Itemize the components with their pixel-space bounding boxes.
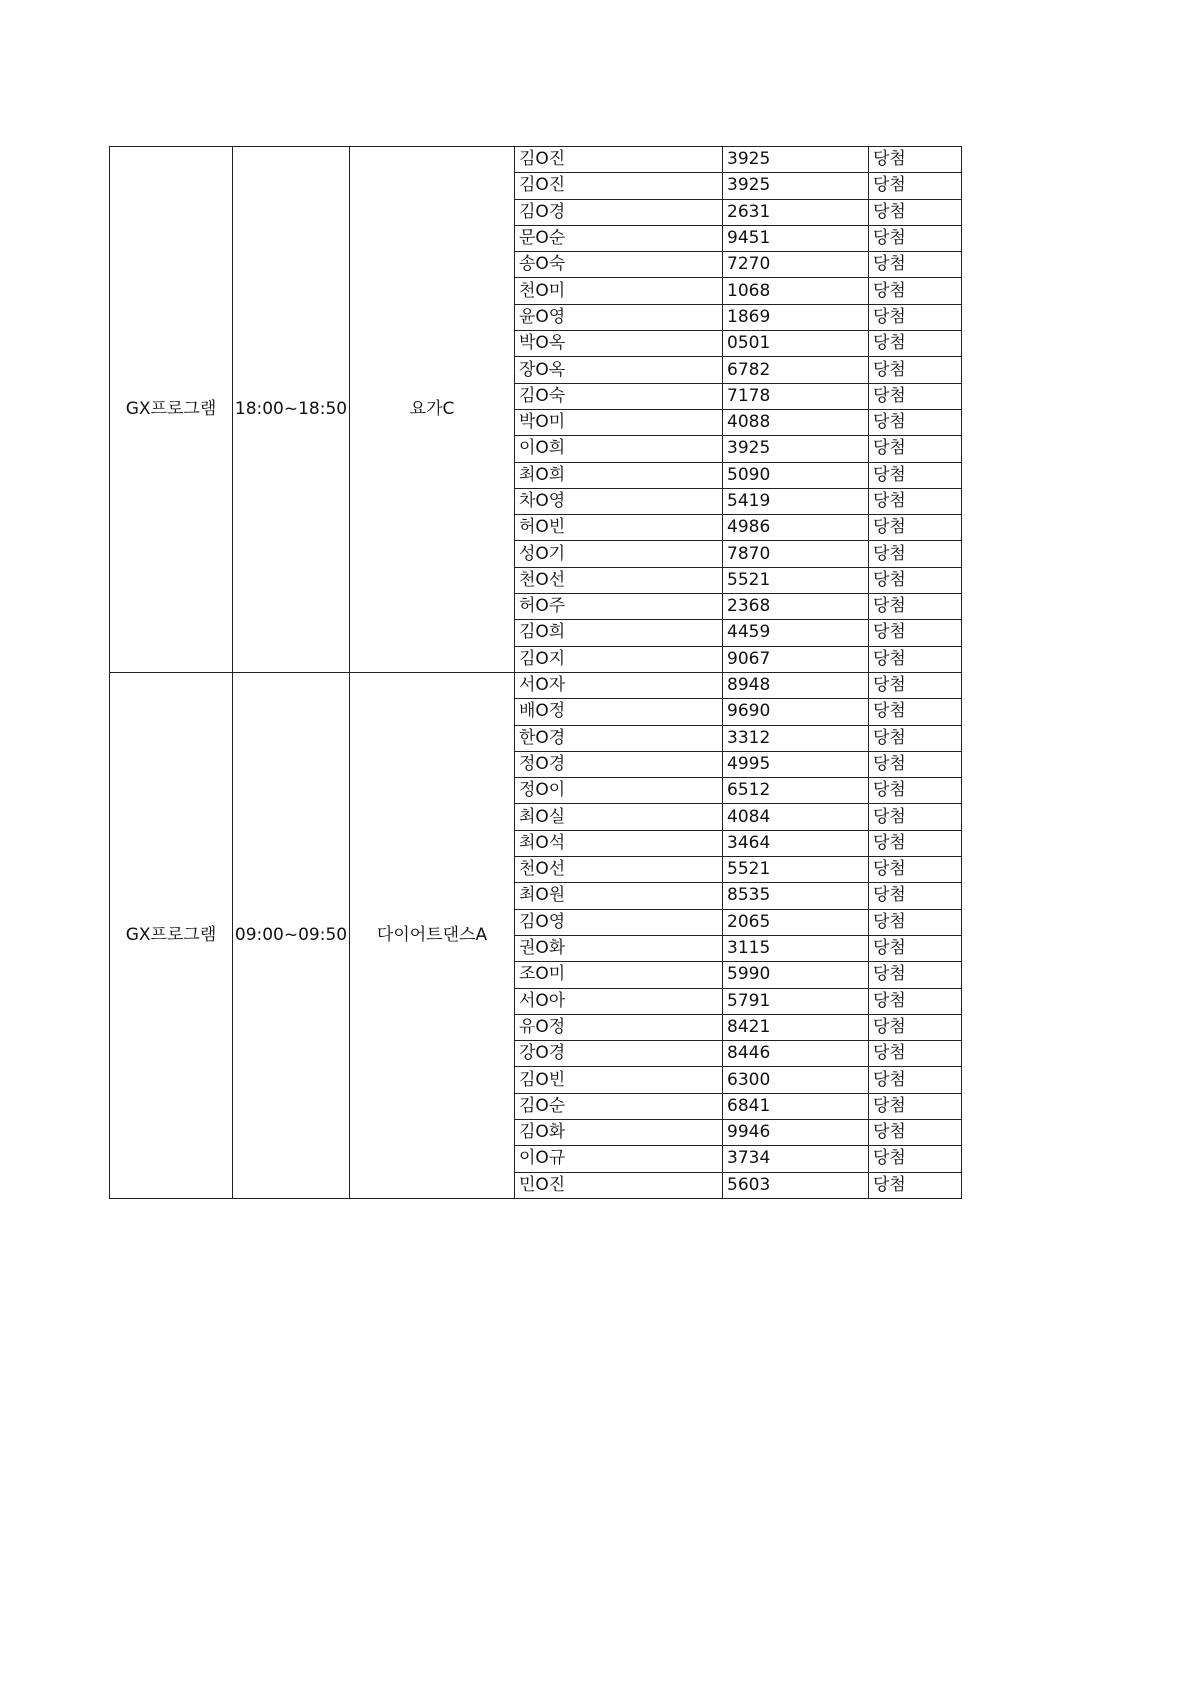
member-name-cell: 허O주 [515,594,723,620]
member-name-cell: 성O기 [515,541,723,567]
member-number-cell: 2631 [723,199,869,225]
member-name-cell: 권O화 [515,935,723,961]
member-name-cell: 유O정 [515,1014,723,1040]
category-cell: GX프로그램 [110,147,233,673]
member-name-cell: 차O영 [515,488,723,514]
result-cell: 당첨 [869,646,962,672]
result-cell: 당첨 [869,462,962,488]
member-name-cell: 강O경 [515,1041,723,1067]
member-number-cell: 5603 [723,1172,869,1198]
result-cell: 당첨 [869,225,962,251]
result-cell: 당첨 [869,147,962,173]
member-name-cell: 문O순 [515,225,723,251]
result-cell: 당첨 [869,304,962,330]
member-name-cell: 송O숙 [515,252,723,278]
member-name-cell: 민O진 [515,1172,723,1198]
result-cell: 당첨 [869,672,962,698]
member-name-cell: 한O경 [515,725,723,751]
result-cell: 당첨 [869,515,962,541]
result-cell: 당첨 [869,699,962,725]
member-name-cell: 천O선 [515,857,723,883]
member-name-cell: 김O숙 [515,383,723,409]
result-cell: 당첨 [869,988,962,1014]
member-name-cell: 김O진 [515,147,723,173]
member-number-cell: 5990 [723,962,869,988]
member-number-cell: 6841 [723,1093,869,1119]
result-cell: 당첨 [869,488,962,514]
time-slot-cell: 18:00~18:50 [233,147,350,673]
member-number-cell: 9451 [723,225,869,251]
member-name-cell: 최O석 [515,830,723,856]
category-cell: GX프로그램 [110,672,233,1198]
table-row [110,672,962,698]
member-number-cell: 5791 [723,988,869,1014]
member-number-cell: 8421 [723,1014,869,1040]
member-number-cell: 4995 [723,751,869,777]
result-cell: 당첨 [869,436,962,462]
member-number-cell: 8446 [723,1041,869,1067]
member-name-cell: 이O규 [515,1146,723,1172]
member-name-cell: 최O희 [515,462,723,488]
member-number-cell: 5419 [723,488,869,514]
member-name-cell: 서O자 [515,672,723,698]
time-slot-cell: 09:00~09:50 [233,672,350,1198]
result-cell: 당첨 [869,935,962,961]
member-name-cell: 천O선 [515,567,723,593]
member-name-cell: 김O화 [515,1119,723,1145]
member-number-cell: 1068 [723,278,869,304]
member-number-cell: 4459 [723,620,869,646]
member-number-cell: 9690 [723,699,869,725]
result-cell: 당첨 [869,357,962,383]
result-cell: 당첨 [869,778,962,804]
result-cell: 당첨 [869,383,962,409]
member-name-cell: 정O경 [515,751,723,777]
result-cell: 당첨 [869,620,962,646]
member-number-cell: 7178 [723,383,869,409]
result-cell: 당첨 [869,594,962,620]
member-number-cell: 9067 [723,646,869,672]
result-cell: 당첨 [869,1093,962,1119]
member-name-cell: 조O미 [515,962,723,988]
result-cell: 당첨 [869,199,962,225]
member-number-cell: 3464 [723,830,869,856]
member-number-cell: 4088 [723,409,869,435]
result-cell: 당첨 [869,1146,962,1172]
member-name-cell: 최O실 [515,804,723,830]
result-cell: 당첨 [869,1119,962,1145]
member-number-cell: 7870 [723,541,869,567]
program-name-cell: 요가C [350,147,515,673]
table-row [110,147,962,173]
result-cell: 당첨 [869,751,962,777]
member-number-cell: 3115 [723,935,869,961]
member-name-cell: 김O순 [515,1093,723,1119]
member-name-cell: 박O옥 [515,331,723,357]
result-cell: 당첨 [869,409,962,435]
member-name-cell: 박O미 [515,409,723,435]
member-number-cell: 0501 [723,331,869,357]
result-cell: 당첨 [869,804,962,830]
member-number-cell: 6300 [723,1067,869,1093]
member-number-cell: 2368 [723,594,869,620]
result-cell: 당첨 [869,857,962,883]
member-name-cell: 배O정 [515,699,723,725]
member-number-cell: 4986 [723,515,869,541]
member-name-cell: 천O미 [515,278,723,304]
member-name-cell: 정O이 [515,778,723,804]
result-cell: 당첨 [869,1172,962,1198]
lottery-table-body [110,147,962,1199]
member-name-cell: 김O희 [515,620,723,646]
result-cell: 당첨 [869,331,962,357]
member-name-cell: 허O빈 [515,515,723,541]
result-cell: 당첨 [869,1041,962,1067]
member-name-cell: 김O진 [515,173,723,199]
member-name-cell: 김O빈 [515,1067,723,1093]
program-name-cell: 다이어트댄스A [350,672,515,1198]
member-name-cell: 김O경 [515,199,723,225]
result-cell: 당첨 [869,567,962,593]
member-number-cell: 2065 [723,909,869,935]
member-number-cell: 7270 [723,252,869,278]
result-cell: 당첨 [869,962,962,988]
member-number-cell: 8948 [723,672,869,698]
member-name-cell: 이O희 [515,436,723,462]
member-number-cell: 9946 [723,1119,869,1145]
member-number-cell: 3925 [723,147,869,173]
member-name-cell: 김O지 [515,646,723,672]
member-number-cell: 4084 [723,804,869,830]
member-number-cell: 3734 [723,1146,869,1172]
result-cell: 당첨 [869,1067,962,1093]
result-cell: 당첨 [869,909,962,935]
result-cell: 당첨 [869,173,962,199]
member-number-cell: 5521 [723,567,869,593]
member-name-cell: 김O영 [515,909,723,935]
result-cell: 당첨 [869,830,962,856]
member-number-cell: 1869 [723,304,869,330]
result-cell: 당첨 [869,252,962,278]
member-number-cell: 5090 [723,462,869,488]
member-name-cell: 서O아 [515,988,723,1014]
result-cell: 당첨 [869,883,962,909]
member-number-cell: 3925 [723,173,869,199]
result-cell: 당첨 [869,541,962,567]
member-number-cell: 6782 [723,357,869,383]
member-number-cell: 8535 [723,883,869,909]
member-name-cell: 장O옥 [515,357,723,383]
result-cell: 당첨 [869,725,962,751]
member-name-cell: 윤O영 [515,304,723,330]
lottery-result-table [109,146,962,1199]
member-number-cell: 3925 [723,436,869,462]
member-number-cell: 3312 [723,725,869,751]
member-number-cell: 6512 [723,778,869,804]
member-number-cell: 5521 [723,857,869,883]
result-cell: 당첨 [869,278,962,304]
member-name-cell: 최O원 [515,883,723,909]
result-cell: 당첨 [869,1014,962,1040]
